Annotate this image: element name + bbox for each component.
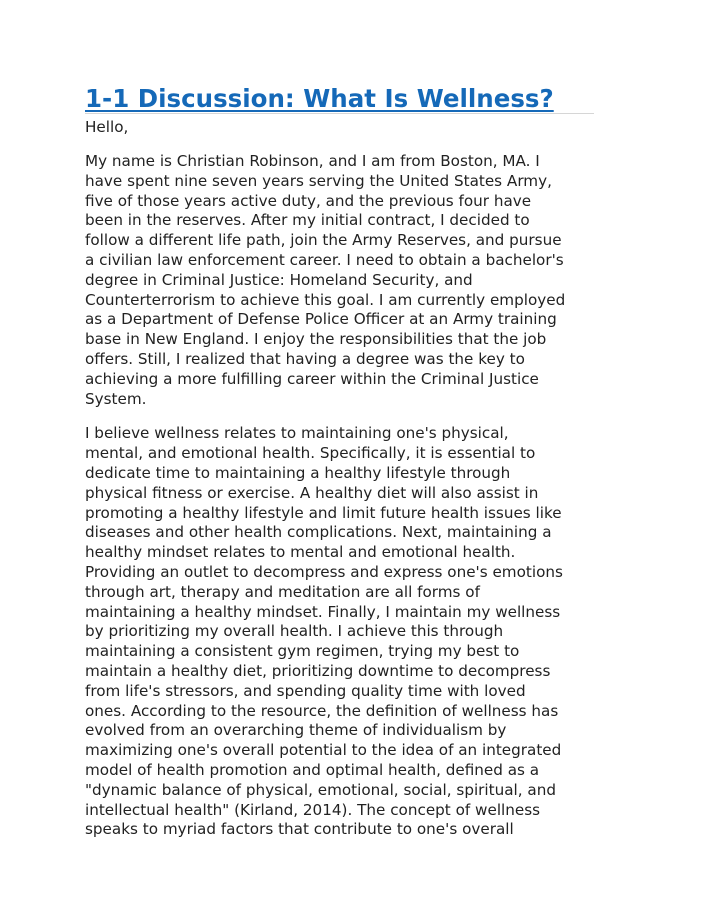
paragraph-line: have spent nine seven years serving the United States Army,	[85, 171, 552, 190]
paragraph-line: System.	[85, 389, 147, 408]
paragraph-line: base in New England. I enjoy the responsibilities that the job	[85, 330, 547, 349]
paragraph-line: dedicate time to maintaining a healthy lifestyle through	[85, 463, 511, 482]
paragraph-line: intellectual health" (Kirland, 2014). The concept of wellness	[85, 800, 541, 819]
paragraph-line: achieving a more fulfilling career within the Criminal Justice	[85, 369, 539, 388]
paragraph-line: Counterterrorism to achieve this goal. I am currently employed	[85, 290, 566, 309]
paragraph-line: a civilian law enforcement career. I need to obtain a bachelor's	[85, 250, 564, 269]
document-title: 1-1 Discussion: What Is Wellness?	[85, 84, 554, 113]
paragraph-line: from life's stressors, and spending quality time with loved	[85, 681, 526, 700]
body-paragraphs	[85, 152, 685, 840]
paragraph-line: offers. Still, I realized that having a degree was the key to	[85, 349, 525, 368]
paragraph-line: ones. According to the resource, the definition of wellness has	[85, 701, 559, 720]
greeting-text: Hello,	[85, 118, 129, 136]
paragraph-line: mental, and emotional health. Specifically, it is essential to	[85, 444, 536, 463]
paragraph-line: diseases and other health complications. Next, maintaining a	[85, 523, 552, 542]
paragraph-line: follow a different life path, join the Army Reserves, and pursue	[85, 231, 562, 250]
paragraph-line: maximizing one's overall potential to the idea of an integrated	[85, 741, 562, 760]
title-divider	[85, 113, 594, 114]
paragraph-line: promoting a healthy lifestyle and limit future health issues like	[85, 503, 562, 522]
paragraph-line: evolved from an overarching theme of individualism by	[85, 721, 507, 740]
paragraph-line: I believe wellness relates to maintaining one's physical,	[85, 424, 509, 443]
paragraph-line: five of those years active duty, and the previous four have	[85, 191, 532, 210]
paragraph-line: through art, therapy and meditation are all forms of	[85, 582, 480, 601]
paragraph-line: been in the reserves. After my initial contract, I decided to	[85, 211, 530, 230]
paragraph-line: degree in Criminal Justice: Homeland Security, and	[85, 270, 473, 289]
paragraph-line: maintaining a healthy mindset. Finally, I maintain my wellness	[85, 602, 561, 621]
paragraph-line: model of health promotion and optimal health, defined as a	[85, 760, 540, 779]
paragraph-line: maintain a healthy diet, prioritizing downtime to decompress	[85, 661, 551, 680]
paragraph-line: healthy mindset relates to mental and emotional health.	[85, 543, 516, 562]
paragraph-line: by prioritizing my overall health. I achieve this through	[85, 622, 504, 641]
paragraph-line: as a Department of Defense Police Officer at an Army training	[85, 310, 557, 329]
document-page	[85, 84, 685, 840]
paragraph-line: speaks to myriad factors that contribute to one's overall	[85, 820, 514, 839]
paragraph-line: Providing an outlet to decompress and express one's emotions	[85, 562, 563, 581]
body-paragraph	[85, 152, 685, 409]
paragraph-line: maintaining a consistent gym regimen, trying my best to	[85, 642, 520, 661]
paragraph-line: My name is Christian Robinson, and I am from Boston, MA. I	[85, 152, 540, 170]
paragraph-line: "dynamic balance of physical, emotional, social, spiritual, and	[85, 780, 556, 799]
paragraph-line: physical fitness or exercise. A healthy diet will also assist in	[85, 483, 539, 502]
body-paragraph	[85, 424, 685, 840]
